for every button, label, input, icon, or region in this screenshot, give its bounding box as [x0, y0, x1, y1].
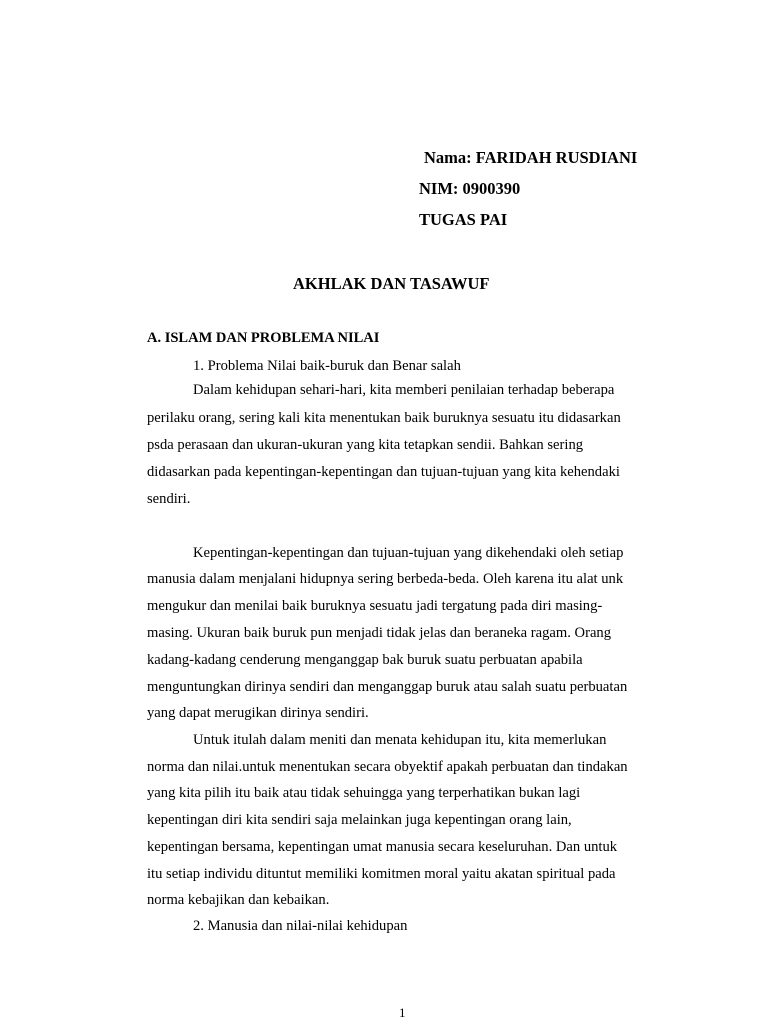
- paragraph-line: Untuk itulah dalam meniti dan menata kehidupan itu, kita memerlukan: [193, 732, 607, 748]
- paragraph-line: Dalam kehidupan sehari-hari, kita memberi penilaian terhadap beberapa: [193, 382, 615, 398]
- paragraph-line: menguntungkan dirinya sendiri dan menganggap buruk atau salah suatu perbuatan: [147, 679, 628, 695]
- paragraph-line: yang dapat merugikan dirinya sendiri.: [147, 705, 369, 721]
- document-title: AKHLAK DAN TASAWUF: [293, 274, 490, 293]
- paragraph-line: didasarkan pada kepentingan-kepentingan dan tujuan-tujuan yang kita kehendaki: [147, 464, 620, 480]
- paragraph-line: Kepentingan-kepentingan dan tujuan-tujuan yang dikehendaki oleh setiap: [193, 545, 624, 561]
- paragraph-line: kadang-kadang cenderung menganggap bak buruk suatu perbuatan apabila: [147, 652, 583, 668]
- paragraph-line: masing. Ukuran baik buruk pun menjadi tidak jelas dan beraneka ragam. Orang: [147, 625, 612, 641]
- paragraph-line: mengukur dan menilai baik buruknya sesuatu jadi tergatung pada diri masing-: [147, 598, 603, 614]
- subsection-heading: 1. Problema Nilai baik-buruk dan Benar salah: [193, 358, 461, 374]
- paragraph-line: manusia dalam menjalani hidupnya sering berbeda-beda. Oleh karena itu alat unk: [147, 571, 624, 587]
- paragraph-line: psda perasaan dan ukuran-ukuran yang kita tetapkan sendii. Bahkan sering: [147, 437, 584, 453]
- paragraph-line: kepentingan diri kita sendiri saja melainkan juga kepentingan orang lain,: [147, 812, 572, 828]
- assignment-label: TUGAS PAI: [419, 210, 508, 229]
- paragraph-line: norma kebajikan dan kebaikan.: [147, 892, 330, 908]
- paragraph-line: itu setiap individu dituntut memiliki komitmen moral yaitu akatan spiritual pada: [147, 866, 616, 882]
- paragraph-line: kepentingan bersama, kepentingan umat manusia secara keseluruhan. Dan untuk: [147, 839, 618, 855]
- paragraph-line: sendiri.: [147, 491, 191, 507]
- section-heading: A. ISLAM DAN PROBLEMA NILAI: [147, 330, 380, 346]
- student-id: NIM: 0900390: [419, 179, 521, 198]
- author-name: Nama: FARIDAH RUSDIANI: [424, 148, 638, 167]
- subsection-heading: 2. Manusia dan nilai-nilai kehidupan: [193, 918, 408, 934]
- paragraph-line: yang kita pilih itu baik atau tidak sehuingga yang terperhatikan bukan lagi: [147, 785, 581, 801]
- paragraph-line: perilaku orang, sering kali kita menentukan baik buruknya sesuatu itu didasarkan: [147, 410, 621, 426]
- page-number: 1: [399, 1005, 406, 1020]
- paragraph-line: norma dan nilai.untuk menentukan secara obyektif apakah perbuatan dan tindakan: [147, 759, 628, 775]
